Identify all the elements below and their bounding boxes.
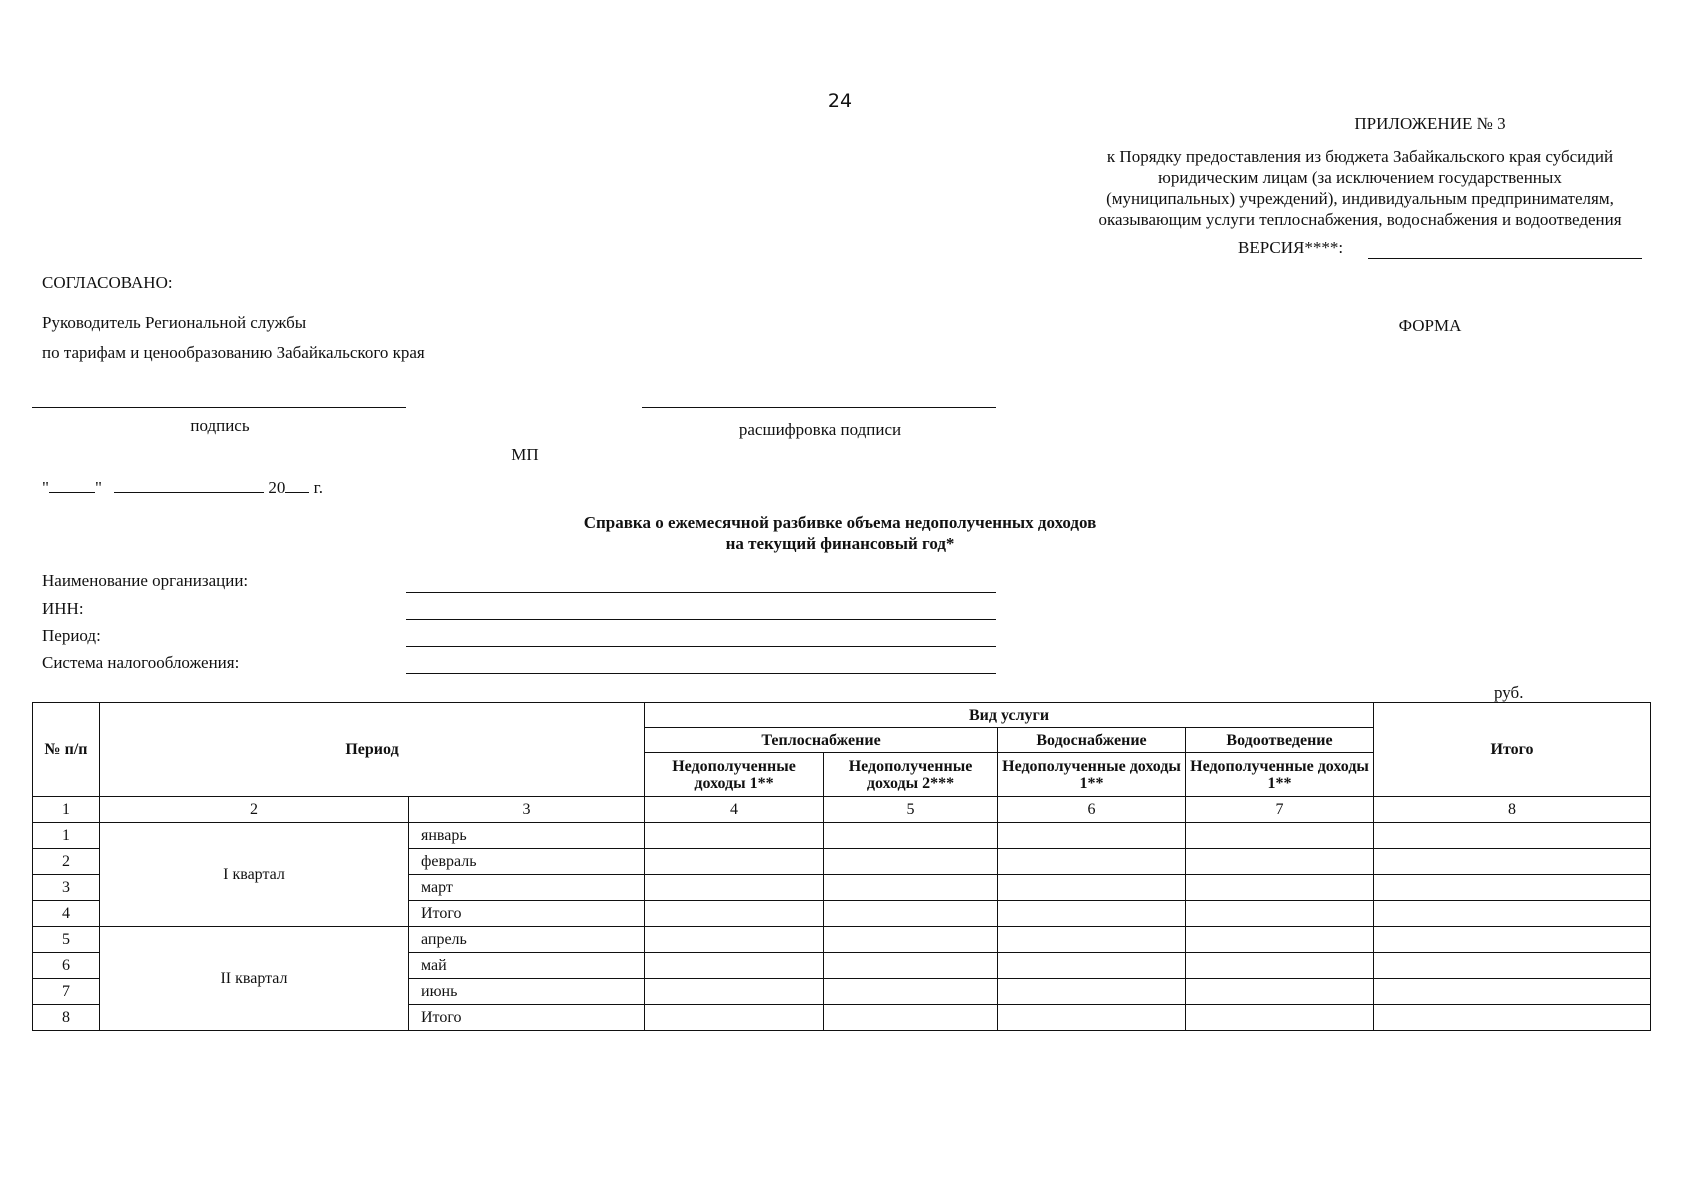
approver-title-line1: Руководитель Региональной службы bbox=[42, 313, 307, 332]
col-header-number: № п/п bbox=[33, 703, 100, 797]
value-cell[interactable] bbox=[1186, 979, 1374, 1005]
value-cell[interactable] bbox=[998, 979, 1186, 1005]
value-cell[interactable] bbox=[645, 849, 824, 875]
col-header-sewerage: Водоотведение bbox=[1186, 728, 1374, 753]
date-quote-close: " bbox=[94, 478, 102, 497]
organization-name-label: Наименование организации: bbox=[42, 571, 249, 590]
value-cell[interactable] bbox=[1374, 849, 1651, 875]
period-line[interactable] bbox=[406, 646, 996, 647]
value-cell[interactable] bbox=[824, 953, 998, 979]
value-cell[interactable] bbox=[998, 1005, 1186, 1031]
value-cell[interactable] bbox=[1186, 1005, 1374, 1031]
form-label: ФОРМА bbox=[1398, 316, 1462, 335]
value-cell[interactable] bbox=[645, 953, 824, 979]
tax-system-label: Система налогообложения: bbox=[42, 653, 240, 672]
document-title-line2: на текущий финансовый год* bbox=[725, 534, 955, 553]
signature-caption: подпись bbox=[190, 416, 250, 435]
month-label: февраль bbox=[409, 849, 645, 875]
revenue-breakdown-table bbox=[32, 702, 1651, 1031]
row-number: 6 bbox=[33, 953, 100, 979]
value-cell[interactable] bbox=[645, 901, 824, 927]
value-cell[interactable] bbox=[645, 979, 824, 1005]
value-cell[interactable] bbox=[998, 823, 1186, 849]
approval-heading: СОГЛАСОВАНО: bbox=[42, 273, 173, 292]
value-cell[interactable] bbox=[1374, 901, 1651, 927]
col-header-heat-supply: Теплоснабжение bbox=[645, 728, 998, 753]
date-year-blank[interactable] bbox=[285, 476, 309, 493]
value-cell[interactable] bbox=[998, 875, 1186, 901]
appendix-reference bbox=[1060, 146, 1660, 230]
date-year-prefix: 20 bbox=[268, 478, 286, 497]
value-cell[interactable] bbox=[998, 849, 1186, 875]
value-cell[interactable] bbox=[645, 927, 824, 953]
value-cell[interactable] bbox=[824, 875, 998, 901]
value-cell[interactable] bbox=[1374, 823, 1651, 849]
name-blank-line[interactable] bbox=[642, 407, 996, 408]
value-cell[interactable] bbox=[1186, 823, 1374, 849]
value-cell[interactable] bbox=[998, 953, 1186, 979]
col-header-period: Период bbox=[100, 703, 645, 797]
version-blank-line[interactable] bbox=[1368, 258, 1642, 259]
col-header-heat-lost-income-1: Недополученные доходы 1** bbox=[645, 753, 824, 797]
column-number: 3 bbox=[409, 797, 645, 823]
signature-blank-line[interactable] bbox=[32, 407, 406, 408]
organization-name-line[interactable] bbox=[406, 592, 996, 593]
quarter-label: II квартал bbox=[100, 927, 409, 1031]
value-cell[interactable] bbox=[645, 1005, 824, 1031]
col-header-heat-lost-income-2: Недополученные доходы 2*** bbox=[824, 753, 998, 797]
value-cell[interactable] bbox=[1186, 953, 1374, 979]
row-number: 5 bbox=[33, 927, 100, 953]
month-label: Итого bbox=[409, 1005, 645, 1031]
value-cell[interactable] bbox=[1186, 875, 1374, 901]
row-number: 7 bbox=[33, 979, 100, 1005]
month-label: Итого bbox=[409, 901, 645, 927]
date-row bbox=[42, 476, 323, 498]
row-number: 1 bbox=[33, 823, 100, 849]
value-cell[interactable] bbox=[824, 823, 998, 849]
row-number: 8 bbox=[33, 1005, 100, 1031]
unit-label: руб. bbox=[1494, 683, 1524, 702]
column-number: 2 bbox=[100, 797, 409, 823]
appendix-reference-line: юридическим лицам (за исключением государственных bbox=[1158, 168, 1562, 187]
table-row bbox=[33, 823, 1651, 849]
value-cell[interactable] bbox=[645, 823, 824, 849]
month-label: апрель bbox=[409, 927, 645, 953]
month-label: март bbox=[409, 875, 645, 901]
month-label: май bbox=[409, 953, 645, 979]
value-cell[interactable] bbox=[824, 901, 998, 927]
date-day-blank[interactable] bbox=[49, 476, 95, 493]
appendix-reference-line: (муниципальных) учреждений), индивидуальным предпринимателям, bbox=[1106, 189, 1614, 208]
document-title-line1: Справка о ежемесячной разбивке объема недополученных доходов bbox=[583, 513, 1097, 532]
appendix-title: ПРИЛОЖЕНИЕ № 3 bbox=[1354, 114, 1506, 133]
period-label: Период: bbox=[42, 626, 101, 645]
appendix-reference-line: оказывающим услуги теплоснабжения, водоснабжения и водоотведения bbox=[1098, 210, 1622, 229]
value-cell[interactable] bbox=[1374, 1005, 1651, 1031]
value-cell[interactable] bbox=[1186, 849, 1374, 875]
value-cell[interactable] bbox=[998, 927, 1186, 953]
value-cell[interactable] bbox=[1186, 901, 1374, 927]
value-cell[interactable] bbox=[824, 849, 998, 875]
date-month-blank[interactable] bbox=[114, 476, 264, 493]
month-label: июнь bbox=[409, 979, 645, 1005]
value-cell[interactable] bbox=[824, 979, 998, 1005]
name-caption: расшифровка подписи bbox=[738, 420, 902, 439]
value-cell[interactable] bbox=[824, 1005, 998, 1031]
month-label: январь bbox=[409, 823, 645, 849]
column-number: 4 bbox=[645, 797, 824, 823]
inn-line[interactable] bbox=[406, 619, 996, 620]
value-cell[interactable] bbox=[824, 927, 998, 953]
quarter-label: I квартал bbox=[100, 823, 409, 927]
approver-title-line2: по тарифам и ценообразованию Забайкальского края bbox=[42, 343, 425, 362]
row-number: 4 bbox=[33, 901, 100, 927]
value-cell[interactable] bbox=[1186, 927, 1374, 953]
col-header-sewer-lost-income-1: Недополученные доходы 1** bbox=[1186, 753, 1374, 797]
col-header-total: Итого bbox=[1374, 703, 1651, 797]
col-header-service-type: Вид услуги bbox=[645, 703, 1374, 728]
column-number: 1 bbox=[33, 797, 100, 823]
col-header-water-supply: Водоснабжение bbox=[998, 728, 1186, 753]
value-cell[interactable] bbox=[1374, 875, 1651, 901]
appendix-reference-line: к Порядку предоставления из бюджета Забайкальского края субсидий bbox=[1106, 147, 1614, 166]
date-year-suffix: г. bbox=[313, 478, 323, 497]
page-number: 24 bbox=[827, 90, 853, 112]
column-number: 5 bbox=[824, 797, 998, 823]
value-cell[interactable] bbox=[1374, 953, 1651, 979]
version-label: ВЕРСИЯ****: bbox=[1238, 238, 1344, 257]
tax-system-line[interactable] bbox=[406, 673, 996, 674]
document-title bbox=[540, 512, 1140, 554]
column-number: 6 bbox=[998, 797, 1186, 823]
stamp-placeholder: МП bbox=[511, 445, 539, 464]
row-number: 2 bbox=[33, 849, 100, 875]
table-row bbox=[33, 927, 1651, 953]
row-number: 3 bbox=[33, 875, 100, 901]
inn-label: ИНН: bbox=[42, 599, 84, 618]
column-number: 7 bbox=[1186, 797, 1374, 823]
date-quote-open: " bbox=[42, 478, 49, 497]
column-number: 8 bbox=[1374, 797, 1651, 823]
col-header-water-lost-income-1: Недополученные доходы 1** bbox=[998, 753, 1186, 797]
value-cell[interactable] bbox=[645, 875, 824, 901]
value-cell[interactable] bbox=[1374, 979, 1651, 1005]
value-cell[interactable] bbox=[998, 901, 1186, 927]
value-cell[interactable] bbox=[1374, 927, 1651, 953]
